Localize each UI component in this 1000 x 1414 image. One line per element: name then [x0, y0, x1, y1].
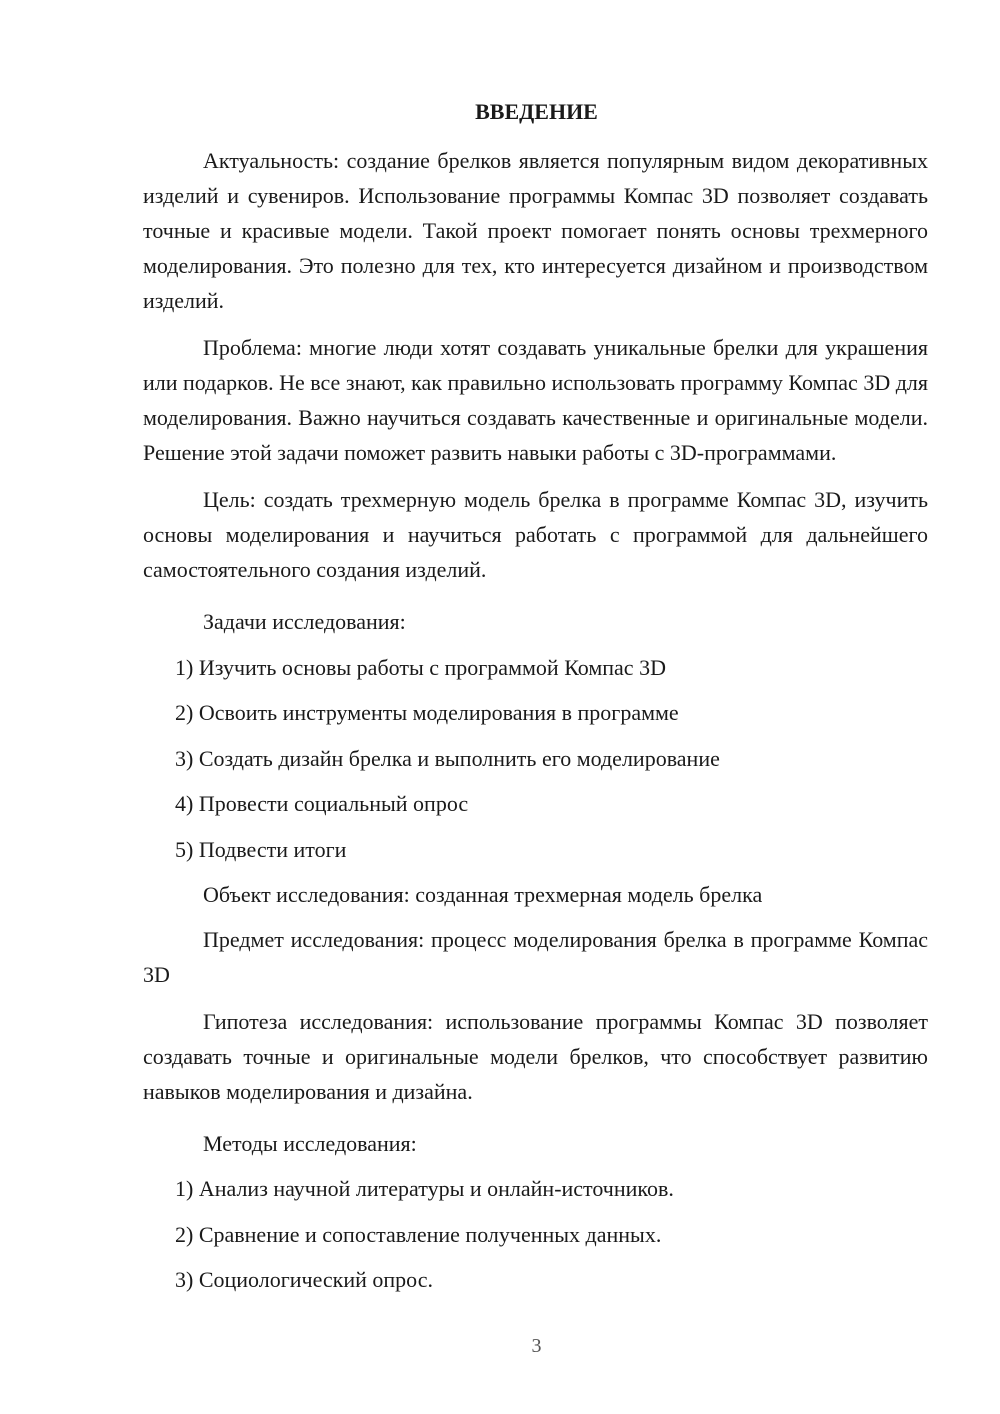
problem-paragraph: Проблема: многие люди хотят создавать уникальные брелки для украшения или подарков. Не все знают, как правильно использовать программу Компас 3D для моделирования. Важно научиться создавать качественные и оригинальные модели. Решение этой задачи поможет развить навыки работы с 3D-программами. [143, 335, 928, 465]
method-item-1: 1) Анализ научной литературы и онлайн-источников. [175, 1176, 674, 1201]
object-line: Объект исследования: созданная трехмерная модель брелка [203, 882, 763, 907]
task-item-2: 2) Освоить инструменты моделирования в программе [175, 700, 679, 725]
task-item-3: 3) Создать дизайн брелка и выполнить его моделирование [175, 745, 720, 771]
task-item-1: 1) Изучить основы работы с программой Компас 3D [175, 654, 666, 680]
document-body [143, 143, 928, 1303]
methods-heading: Методы исследования: [203, 1130, 417, 1156]
task-item-4: 4) Провести социальный опрос [175, 791, 469, 816]
subject-paragraph: Предмет исследования: процесс моделирования брелка в программе Компас 3D [143, 926, 928, 987]
goal-paragraph: Цель: создать трехмерную модель брелка в программе Компас 3D, изучить основы моделирования и научиться работать с программой для дальнейшего самостоятельного создания изделий. [143, 487, 928, 582]
relevance-paragraph: Актуальность: создание брелков является популярным видом декоративных изделий и сувениров. Использование программы Компас 3D позволяет создавать точные и красивые модели. Такой проект помогает понять основы трехмерного моделирования. Это полезно для тех, кто интересуется дизайном и производством изделий. [143, 148, 928, 313]
method-item-3: 3) Социологический опрос. [175, 1267, 433, 1292]
page-title: ВВЕДЕНИЕ [475, 99, 598, 124]
task-item-5: 5) Подвести итоги [175, 836, 347, 862]
method-item-2: 2) Сравнение и сопоставление полученных данных. [175, 1221, 662, 1247]
hypothesis-paragraph: Гипотеза исследования: использование программы Компас 3D позволяет создавать точные и оригинальные модели брелков, что способствует развитию навыков моделирования и дизайна. [143, 1008, 928, 1104]
tasks-heading: Задачи исследования: [203, 609, 406, 634]
page-number: 3 [531, 1335, 542, 1357]
